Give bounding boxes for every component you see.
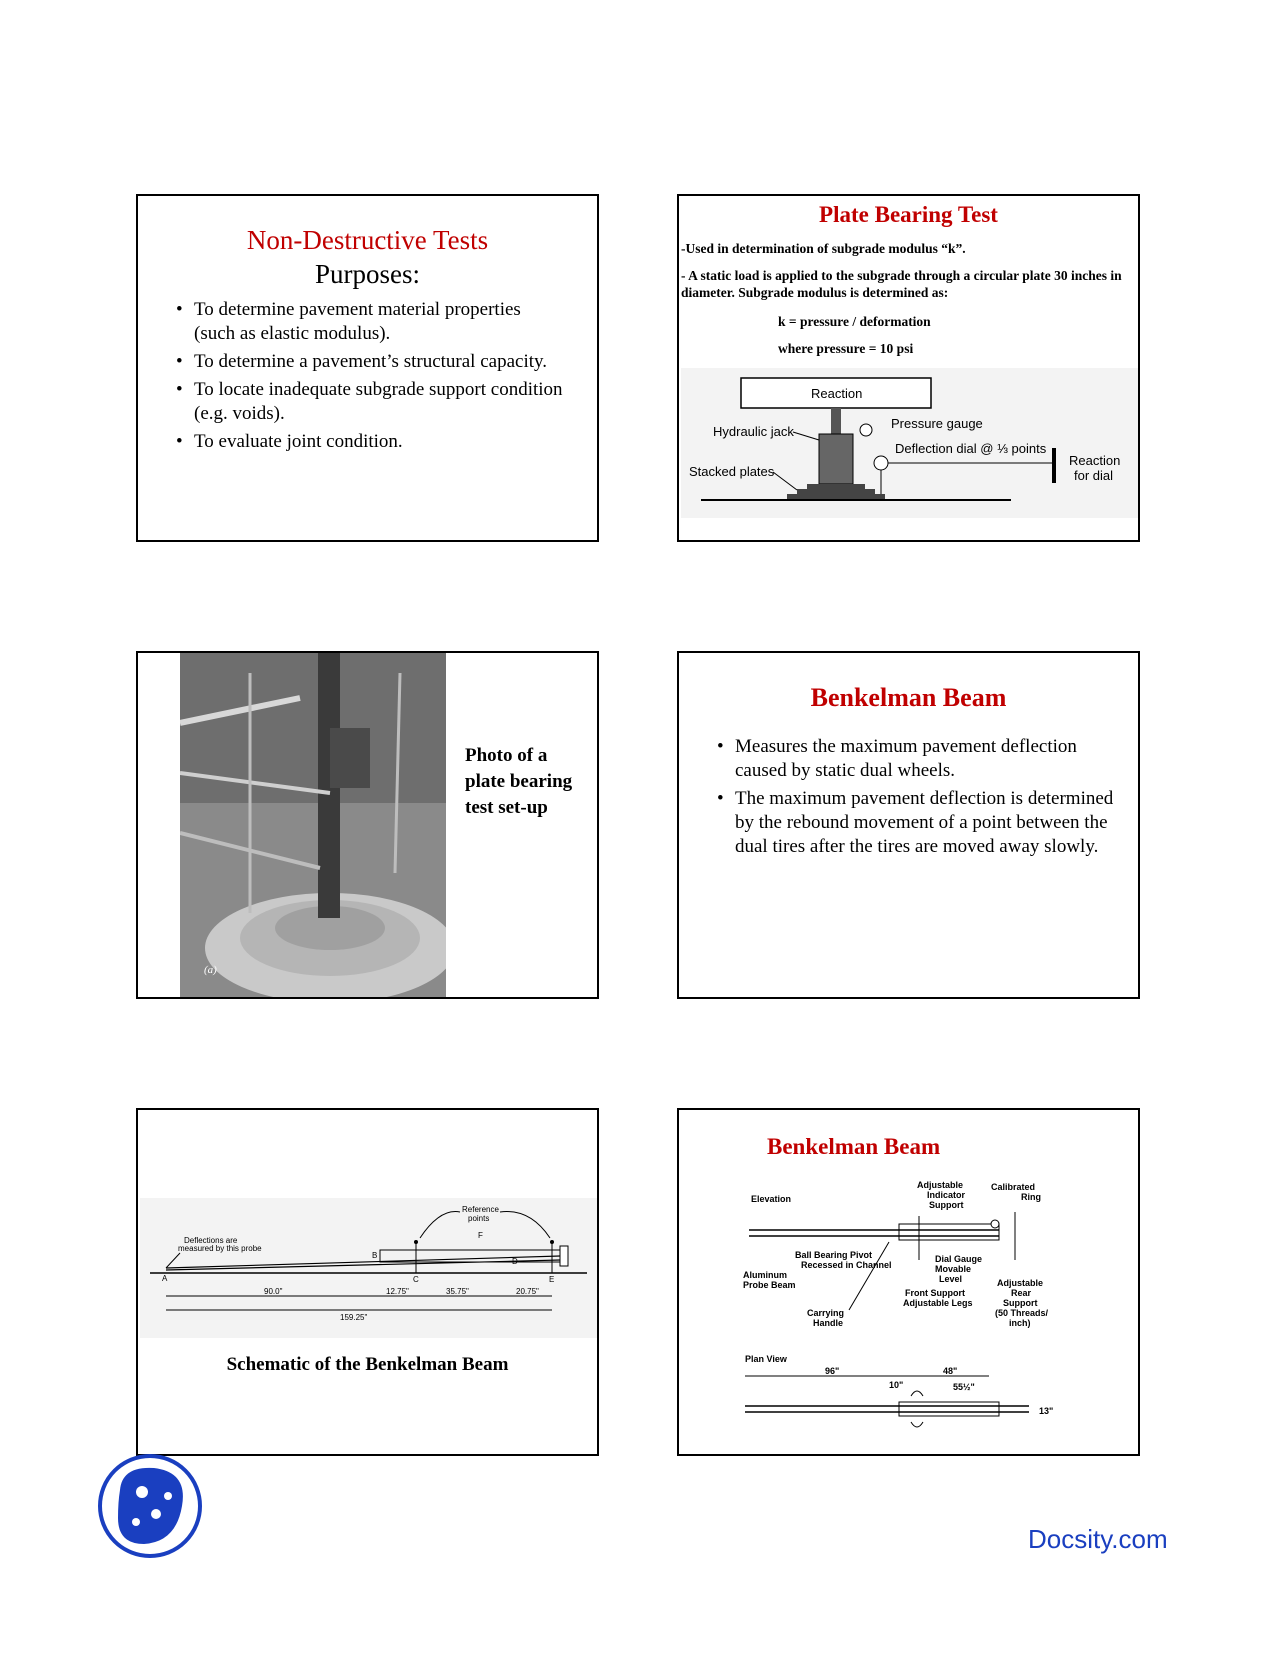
point-label: E: [549, 1275, 555, 1284]
diagram-label: Probe Beam: [743, 1280, 796, 1290]
reference-point: [550, 1240, 554, 1244]
bullet-item: • To determine pavement material properties (such as elastic modulus).: [176, 298, 566, 346]
diagram-label: Adjustable: [997, 1278, 1044, 1288]
bullet-list: [717, 735, 1117, 863]
plate: [797, 489, 875, 494]
beam-frame: [899, 1224, 999, 1240]
dimension-label: 13": [1039, 1406, 1054, 1416]
caption-line: test set-up: [465, 797, 548, 818]
handle-icon: [911, 1391, 923, 1396]
point-label: C: [413, 1275, 419, 1284]
diagram-label: Ball Bearing Pivot: [795, 1250, 873, 1260]
leader-line: [500, 1212, 550, 1238]
bullet-list: [176, 298, 566, 458]
diagram-label: Stacked plates: [689, 464, 775, 479]
diagram-label: Rear: [1011, 1288, 1032, 1298]
dimension-label: 90.0": [264, 1287, 283, 1296]
diagram-label: Plan View: [745, 1354, 787, 1364]
schematic-label: Reference: [462, 1205, 499, 1214]
dimension-label: 48": [943, 1366, 958, 1376]
dimension-label: 20.75": [516, 1287, 539, 1296]
jack-body: [330, 728, 370, 788]
diagram-label: inch): [1009, 1318, 1031, 1328]
schematic-caption: Schematic of the Benkelman Beam: [226, 1354, 509, 1375]
diagram-label: Reaction: [1069, 453, 1121, 468]
bullet-item: • To evaluate joint condition.: [176, 430, 566, 454]
slide-non-destructive-tests: [136, 194, 599, 542]
schematic-label: points: [468, 1214, 490, 1223]
formula: k = pressure / deformation: [778, 314, 931, 329]
beam-end: [560, 1246, 568, 1266]
diagram-label: Elevation: [751, 1194, 792, 1204]
dimension-label: 55½": [953, 1382, 975, 1392]
hydraulic-jack: [819, 434, 853, 484]
diagram-label: Adjustable: [917, 1180, 964, 1190]
jack-ram: [831, 408, 841, 434]
schematic-label: measured by this probe: [178, 1244, 262, 1253]
diagram-label: Level: [939, 1274, 963, 1284]
bullet-item: • To determine a pavement’s structural capacity.: [176, 350, 566, 374]
point-label: F: [478, 1231, 483, 1240]
slide-title: Plate Bearing Test: [819, 202, 998, 227]
diagram-label: (50 Threads/: [995, 1308, 1049, 1318]
leader-line: [166, 1253, 180, 1268]
diagram-label: Pressure gauge: [891, 416, 983, 431]
benkelman-schematic: [140, 1198, 597, 1338]
diagram-label: Carrying: [807, 1308, 845, 1318]
plate: [807, 484, 865, 489]
dimension-label: 10": [889, 1380, 904, 1390]
leader-line: [793, 432, 819, 440]
docsity-logo: [96, 1452, 204, 1560]
diagram-label: Recessed in Channel: [801, 1260, 892, 1270]
plate-bearing-photo: [180, 653, 446, 999]
point-label: B: [372, 1251, 378, 1260]
slide-benkelman-schematic: [136, 1108, 599, 1456]
formula-note: where pressure = 10 psi: [778, 341, 914, 356]
slide-benkelman-beam-diagram: [677, 1108, 1140, 1456]
caption-line: Photo of a: [465, 745, 548, 766]
point-label: A: [162, 1274, 168, 1283]
slide-subtitle: Purposes:: [314, 259, 420, 289]
diagram-label: Calibrated: [991, 1182, 1036, 1192]
text-line: -Used in determination of subgrade modulus “k”.: [681, 241, 966, 256]
diagram-label: Ring: [1021, 1192, 1041, 1202]
bullet-item: • Measures the maximum pavement deflection caused by static dual wheels.: [717, 735, 1117, 783]
diagram-label: Dial Gauge: [935, 1254, 983, 1264]
dimension-label: 35.75": [446, 1287, 469, 1296]
diagram-label: Support: [1003, 1298, 1038, 1308]
diagram-label: Deflection dial @ ⅓ points: [895, 441, 1047, 456]
slide-title: Non-Destructive Tests: [246, 225, 489, 255]
diagram-label: Adjustable Legs: [903, 1298, 973, 1308]
dimension-label: 12.75": [386, 1287, 409, 1296]
handle-icon: [911, 1422, 923, 1427]
plate: [787, 494, 885, 499]
diagram-label: Aluminum: [743, 1270, 787, 1280]
text-line: - A static load is applied to the subgrade through a circular plate 30 inches in diameter. Subgrade modulus is determined as:: [681, 268, 1122, 300]
slide-title: Benkelman Beam: [810, 683, 1007, 712]
diagram-label: Reaction: [811, 386, 863, 401]
caption-line: plate bearing: [465, 771, 573, 792]
diagram-label: for dial: [1074, 468, 1114, 483]
slide-title: Benkelman Beam: [767, 1134, 941, 1159]
slide-plate-bearing-test: [677, 194, 1140, 542]
beam-frame: [899, 1402, 999, 1416]
diagram-label: Hydraulic jack: [713, 424, 794, 439]
schematic-label: Deflections are: [184, 1236, 238, 1245]
slide-plate-bearing-photo: [136, 651, 599, 999]
docsity-brand-text[interactable]: Docsity.com: [1028, 1524, 1168, 1554]
photo-label: (a): [204, 964, 217, 976]
plate-bearing-diagram: [681, 368, 1138, 518]
bullet-item: • To locate inadequate subgrade support condition (e.g. voids).: [176, 378, 566, 426]
leader-line: [773, 472, 797, 490]
diagram-label: Indicator: [927, 1190, 966, 1200]
photo-caption: [465, 743, 572, 821]
leader-line: [420, 1212, 460, 1238]
diagram-label: Support: [929, 1200, 964, 1210]
dimension-label: 159.25": [340, 1313, 368, 1322]
slide-benkelman-beam: [677, 651, 1140, 999]
point-label: D: [512, 1257, 518, 1266]
reference-point: [414, 1240, 418, 1244]
benkelman-elevation-plan-diagram: [739, 1180, 1079, 1450]
diagram-label: Movable: [935, 1264, 972, 1274]
diagram-label: Front Support: [905, 1288, 965, 1298]
diagram-label: Handle: [813, 1318, 844, 1328]
calibrated-ring-icon: [991, 1220, 999, 1228]
deflection-dial-icon: [874, 456, 888, 470]
bullet-item: • The maximum pavement deflection is determined by the rebound movement of a point between the dual tires after the tires are moved away slowly.: [717, 787, 1117, 859]
dimension-label: 96": [825, 1366, 840, 1376]
pressure-gauge-icon: [860, 424, 872, 436]
